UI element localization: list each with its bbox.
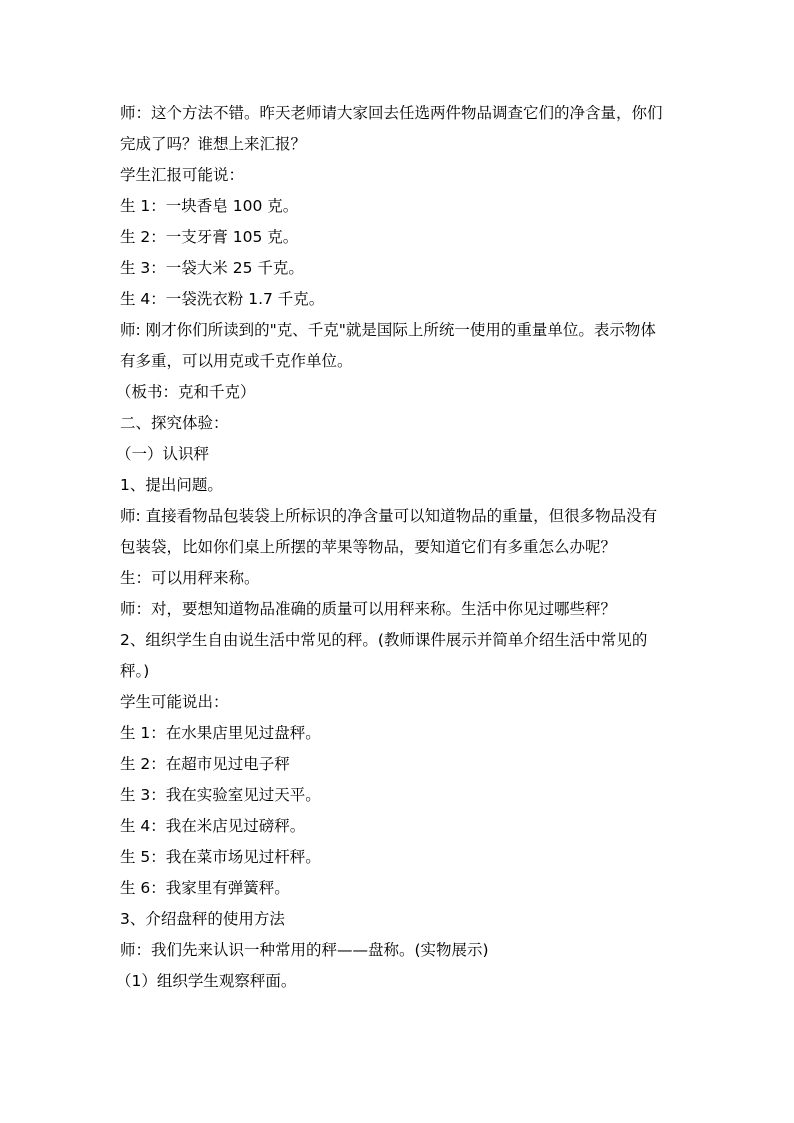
paragraph-student-2: 生 2：一支牙膏 105 克。 <box>120 228 299 246</box>
step-2-heading: 2、组织学生自由说生活中常见的秤。(教师课件展示并简单介绍生活中常见的 <box>120 631 648 649</box>
paragraph-teacher-question-cont: 包装袋，比如你们桌上所摆的苹果等物品，要知道它们有多重怎么办呢？ <box>120 538 617 556</box>
paragraph-observe-dial: （1）组织学生观察秤面。 <box>116 972 297 990</box>
paragraph-blackboard-note: （板书：克和千克） <box>116 383 256 401</box>
document-body <box>116 98 676 997</box>
paragraph-teacher-units: 师: 刚才你们所读到的"克、千克"就是国际上所统一使用的重量单位。表示物体 <box>120 321 656 339</box>
paragraph-student-report-heading: 学生汇报可能说： <box>120 166 245 184</box>
paragraph-teacher-question: 师: 直接看物品包装袋上所标识的净含量可以知道物品的重量，但很多物品没有 <box>120 507 658 525</box>
step-2-heading-cont: 秤。) <box>120 662 150 680</box>
paragraph-scale-student-5: 生 5：我在菜市场见过杆秤。 <box>120 848 321 866</box>
paragraph-student-1: 生 1：一块香皂 100 克。 <box>120 197 299 215</box>
step-1-heading: 1、提出问题。 <box>120 476 223 494</box>
subsection-heading-scales: （一）认识秤 <box>116 445 210 463</box>
paragraph-scale-student-3: 生 3：我在实验室见过天平。 <box>120 786 321 804</box>
paragraph-teacher-pan-scale: 师：我们先来认识一种常用的秤——盘称。(实物展示) <box>120 941 489 959</box>
paragraph-scale-student-6: 生 6：我家里有弹簧秤。 <box>120 879 290 897</box>
paragraph-student-4: 生 4：一袋洗衣粉 1.7 千克。 <box>120 290 325 308</box>
paragraph-scale-student-4: 生 4：我在米店见过磅秤。 <box>120 817 306 835</box>
paragraph-teacher-followup: 师：对，要想知道物品准确的质量可以用秤来称。生活中你见过哪些秤？ <box>120 600 617 618</box>
section-heading-explore: 二、探究体验： <box>120 414 229 432</box>
paragraph-teacher-intro: 师：这个方法不错。昨天老师请大家回去任选两件物品调查它们的净含量，你们 <box>120 104 663 122</box>
paragraph-student-answer: 生：可以用秤来称。 <box>120 569 260 587</box>
paragraph-scale-student-1: 生 1：在水果店里见过盘秤。 <box>120 724 321 742</box>
paragraph-teacher-units-cont: 有多重，可以用克或千克作单位。 <box>120 352 353 370</box>
paragraph-student-3: 生 3：一袋大米 25 千克。 <box>120 259 304 277</box>
step-3-heading: 3、介绍盘秤的使用方法 <box>120 910 285 928</box>
paragraph-teacher-intro-cont: 完成了吗？谁想上来汇报？ <box>120 135 307 153</box>
paragraph-scale-student-2: 生 2：在超市见过电子秤 <box>120 755 290 773</box>
paragraph-students-may-say: 学生可能说出： <box>120 693 229 711</box>
